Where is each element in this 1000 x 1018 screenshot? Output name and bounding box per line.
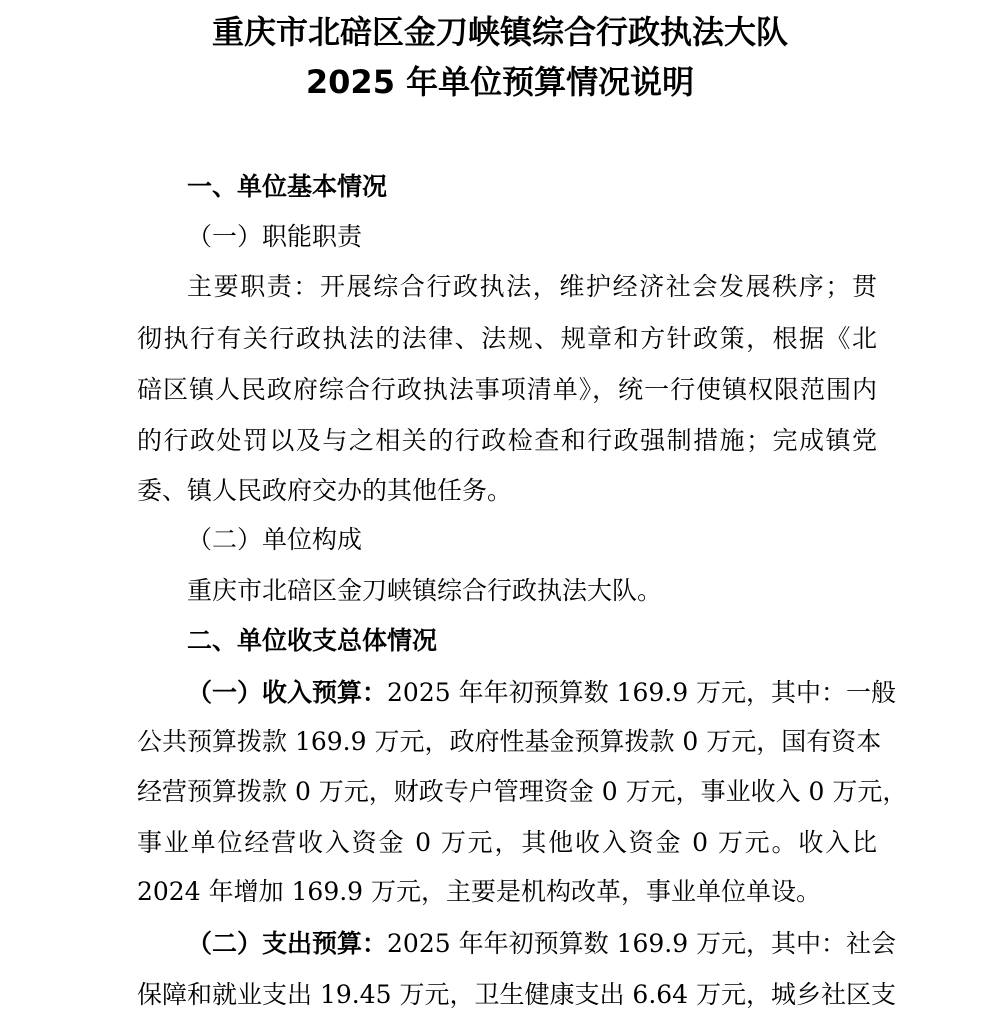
paragraph-line: 公共预算拨款 169.9 万元，政府性基金预算拨款 0 万元，国有资本 xyxy=(137,727,882,756)
section-1-heading: 一、单位基本情况 xyxy=(187,172,388,201)
paragraph-line: 的行政处罚以及与之相关的行政检查和行政强制措施；完成镇党 xyxy=(137,426,877,455)
paragraph-line: 重庆市北碚区金刀峡镇综合行政执法大队。 xyxy=(187,576,663,605)
paragraph-line: 事业单位经营收入资金 0 万元，其他收入资金 0 万元。收入比 xyxy=(137,828,877,857)
paragraph-line: 主要职责：开展综合行政执法，维护经济社会发展秩序；贯 xyxy=(187,272,877,301)
paragraph-line: 碚区镇人民政府综合行政执法事项清单》，统一行使镇权限范围内 xyxy=(137,375,877,404)
paragraph-line: 2024 年增加 169.9 万元，主要是机构改革，事业单位单设。 xyxy=(137,877,822,906)
section-1-sub-1-heading: （一）职能职责 xyxy=(187,222,363,251)
paragraph-line: 彻执行有关行政执法的法律、法规、规章和方针政策，根据《北 xyxy=(137,324,877,353)
paragraph-line: 经营预算拨款 0 万元，财政专户管理资金 0 万元，事业收入 0 万元， xyxy=(137,777,908,806)
paragraph-line: 2025 年年初预算数 169.9 万元，其中：一般 xyxy=(387,678,897,707)
paragraph-line: 委、镇人民政府交办的其他任务。 xyxy=(137,476,513,505)
expense-paragraph-first-line xyxy=(187,927,897,961)
document-title-line-2: 2025 年单位预算情况说明 xyxy=(305,63,695,101)
income-paragraph-first-line xyxy=(187,676,897,710)
income-label: （一）收入预算： xyxy=(187,678,388,707)
section-2-heading: 二、单位收支总体情况 xyxy=(187,626,438,655)
expense-label: （二）支出预算： xyxy=(187,929,388,958)
section-1-sub-2-heading: （二）单位构成 xyxy=(187,525,363,554)
paragraph-line: 保障和就业支出 19.45 万元，卫生健康支出 6.64 万元，城乡社区支 xyxy=(137,980,897,1009)
document-title-line-1: 重庆市北碚区金刀峡镇综合行政执法大队 xyxy=(211,13,788,51)
paragraph-line: 2025 年年初预算数 169.9 万元，其中：社会 xyxy=(387,929,897,958)
